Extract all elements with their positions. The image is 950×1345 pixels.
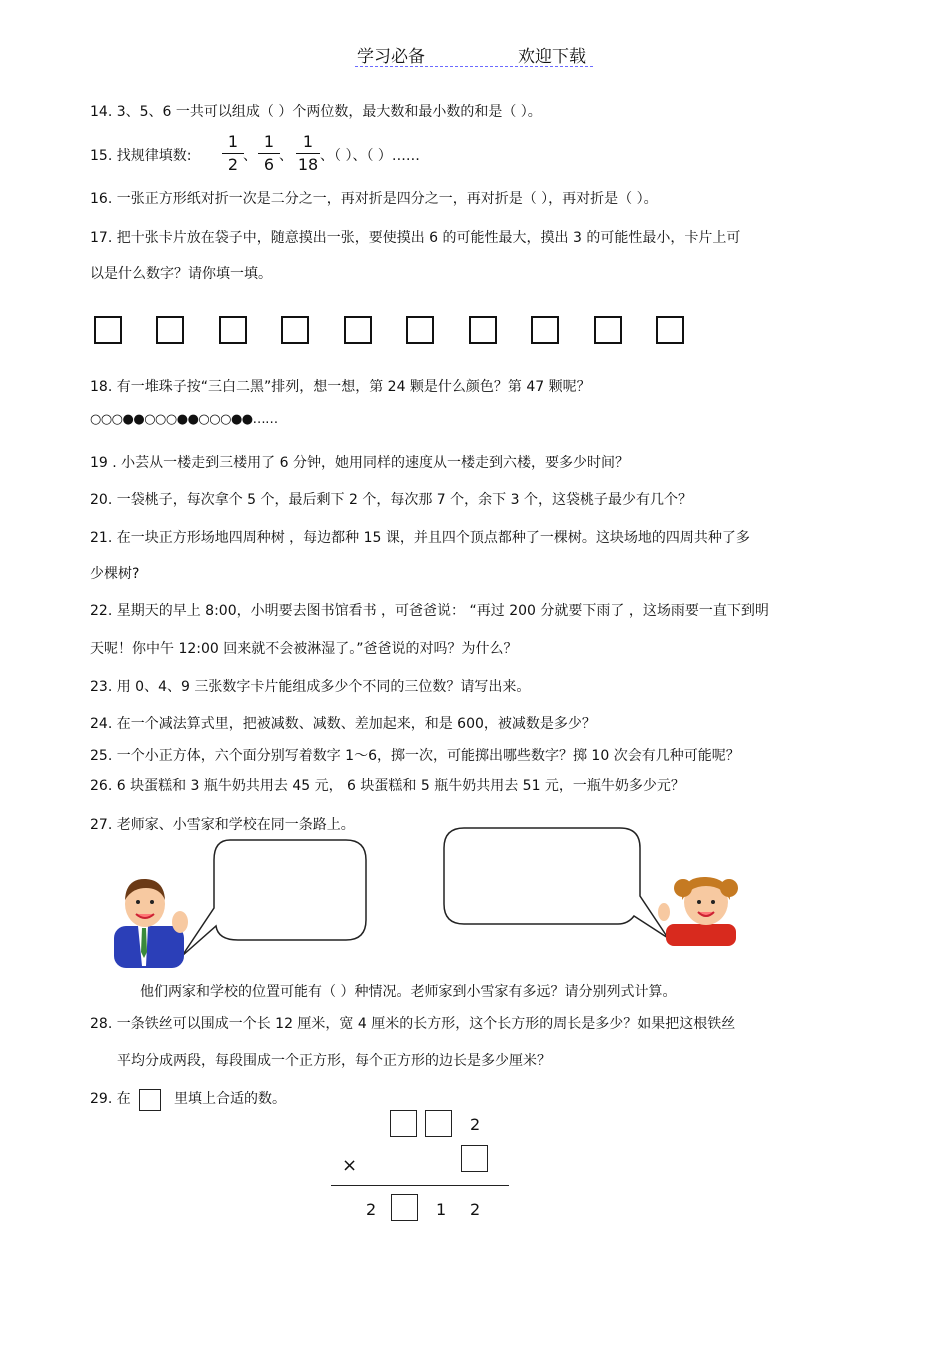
question-21-line-2: 少棵树? xyxy=(90,566,140,582)
fraction-denominator: 6 xyxy=(263,155,275,174)
card-box[interactable] xyxy=(156,316,184,344)
card-box[interactable] xyxy=(219,316,247,344)
fraction-numerator: 1 xyxy=(227,132,239,151)
fraction-separator: 、 xyxy=(243,148,257,164)
question-17-line-1: 17. 把十张卡片放在袋子中，随意摸出一张，要使摸出 6 的可能性最大，摸出 3 的可能性最小，卡片上可 xyxy=(90,230,741,246)
header-left-text: 学习必备 xyxy=(357,47,425,67)
question-25: 25. 一个小正方体，六个面分别写着数字 1～6，掷一次，可能掷出哪些数字？掷 10 次会有几种可能呢？ xyxy=(90,748,740,764)
question-19: 19 . 小芸从一楼走到三楼用了 6 分钟，她用同样的速度从一楼走到六楼，要多少时间？ xyxy=(90,455,629,471)
question-14: 14. 3、5、6 一共可以组成（ ）个两位数，最大数和最小数的和是（ ）。 xyxy=(90,104,542,120)
teacher-illustration xyxy=(112,872,192,968)
question-21-line-1: 21. 在一块正方形场地四周种树 ，每边都种 15 课，并且四个顶点都种了一棵树。这块场地的四周共种了多 xyxy=(90,530,750,546)
question-24: 24. 在一个减法算式里，把被减数、减数、差加起来，和是 600，被减数是多少？ xyxy=(90,716,596,732)
bead-sequence: ○○○●●○○○●●○○○●●…… xyxy=(90,412,278,427)
fraction-1-2 xyxy=(222,132,244,175)
speech-bubble-left xyxy=(180,838,370,958)
card-box[interactable] xyxy=(531,316,559,344)
question-28-line-1: 28. 一条铁丝可以围成一个长 12 厘米，宽 4 厘米的长方形，这个长方形的周长是多少？如果把这根铁丝 xyxy=(90,1016,736,1032)
answer-box[interactable] xyxy=(390,1110,417,1137)
question-17-line-2: 以是什么数字？请你填一填。 xyxy=(90,266,272,282)
fraction-denominator: 18 xyxy=(297,155,319,174)
question-15-tail: 、（ ）、（ ）…… xyxy=(320,148,420,164)
question-26: 26. 6 块蛋糕和 3 瓶牛奶共用去 45 元， 6 块蛋糕和 5 瓶牛奶共用去 51 元，一瓶牛奶多少元？ xyxy=(90,778,685,794)
fraction-numerator: 1 xyxy=(302,132,314,151)
card-box[interactable] xyxy=(469,316,497,344)
header-right-text: 欢迎下载 xyxy=(518,47,586,67)
question-20: 20. 一袋桃子，每次拿个 5 个，最后剩下 2 个，每次那 7 个，余下 3 个，这袋桃子最少有几个？ xyxy=(90,492,692,508)
card-box[interactable] xyxy=(656,316,684,344)
answer-box[interactable] xyxy=(461,1145,488,1172)
card-box[interactable] xyxy=(344,316,372,344)
question-23: 23. 用 0、4、9 三张数字卡片能组成多少个不同的三位数？请写出来。 xyxy=(90,679,531,695)
question-27: 27. 老师家、小雪家和学校在同一条路上。 xyxy=(90,817,355,833)
card-box[interactable] xyxy=(281,316,309,344)
card-box[interactable] xyxy=(406,316,434,344)
question-18: 18. 有一堆珠子按“三白二黑”排列，想一想，第 24 颗是什么颜色？第 47 颗呢？ xyxy=(90,379,591,395)
fraction-1-6 xyxy=(258,132,280,175)
question-29-prefix: 29. 在 xyxy=(90,1091,131,1107)
answer-box[interactable] xyxy=(139,1089,161,1111)
fraction-separator: 、 xyxy=(279,148,293,164)
question-22-line-1: 22. 星期天的早上 8:00，小明要去图书馆看书 ，可爸爸说： “再过 200 分就要下雨了 ，这场雨要一直下到明 xyxy=(90,603,769,619)
fraction-denominator: 2 xyxy=(227,155,239,174)
answer-box[interactable] xyxy=(391,1194,418,1221)
calculation-line xyxy=(331,1185,509,1186)
question-29-suffix: 里填上合适的数。 xyxy=(174,1091,286,1107)
question-27-tail: 他们两家和学校的位置可能有（ ）种情况。老师家到小雪家有多远？请分别列式计算。 xyxy=(140,984,677,1000)
result-digit: 2 xyxy=(366,1200,377,1219)
result-digit: 2 xyxy=(470,1200,481,1219)
question-15-label: 15. 找规律填数: xyxy=(90,148,192,164)
card-box[interactable] xyxy=(594,316,622,344)
fraction-1-18 xyxy=(296,132,320,175)
girl-illustration xyxy=(656,872,740,946)
answer-box[interactable] xyxy=(425,1110,452,1137)
fraction-numerator: 1 xyxy=(263,132,275,151)
card-box[interactable] xyxy=(94,316,122,344)
multiplicand-digit: 2 xyxy=(470,1115,481,1134)
result-digit: 1 xyxy=(436,1200,447,1219)
question-22-line-2: 天呢！你中午 12:00 回来就不会被淋湿了。”爸爸说的对吗？为什么？ xyxy=(90,641,518,657)
page-header xyxy=(355,40,593,67)
times-sign: × xyxy=(342,1155,358,1176)
speech-bubble-right xyxy=(442,826,672,942)
question-28-line-2: 平均分成两段，每段围成一个正方形，每个正方形的边长是多少厘米？ xyxy=(117,1053,551,1069)
question-16: 16. 一张正方形纸对折一次是二分之一，再对折是四分之一，再对折是（ ），再对折是（ ）。 xyxy=(90,191,658,207)
